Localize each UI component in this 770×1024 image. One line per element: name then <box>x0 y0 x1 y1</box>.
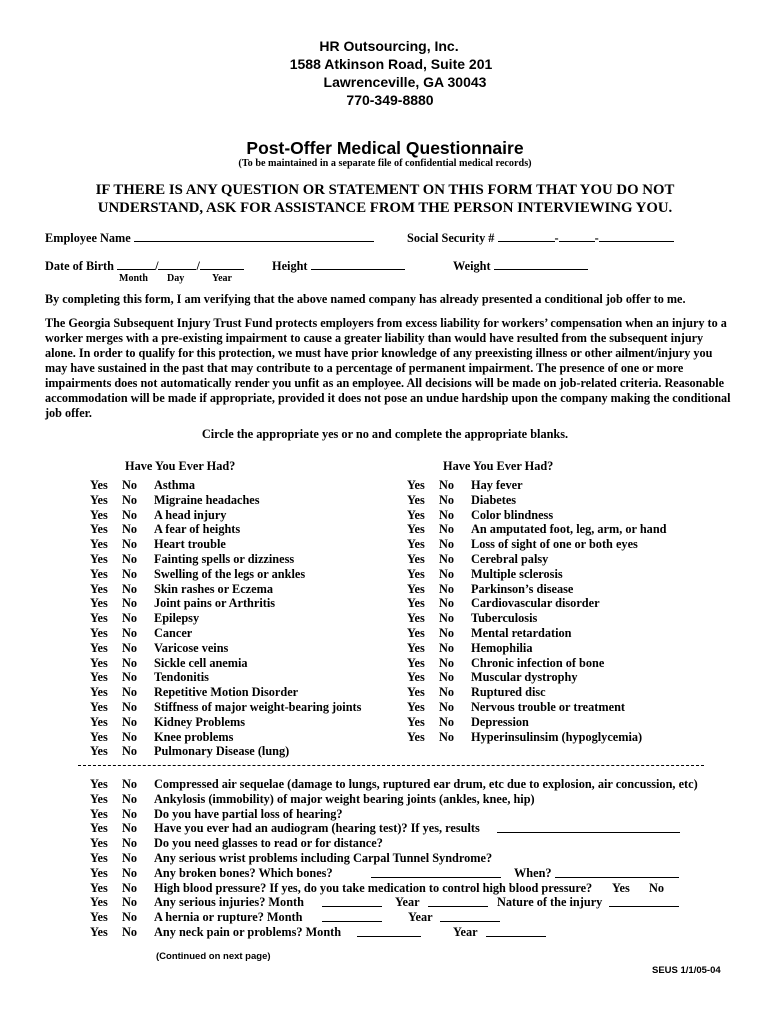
right-condition-label: Hemophilia <box>471 640 533 655</box>
serious-injuries-blank-0[interactable] <box>322 895 382 907</box>
left-column-header: Have You Ever Had? <box>125 459 236 473</box>
left-item-0-no-option[interactable]: No <box>122 478 138 492</box>
neck-pain-blank-1[interactable] <box>486 925 546 937</box>
weight-label: Weight <box>453 259 491 273</box>
serious-injuries-no-option[interactable]: No <box>122 895 138 910</box>
right-condition-label: Ruptured disc <box>471 685 546 700</box>
right-item-4-no-option[interactable]: No <box>439 537 455 552</box>
audiogram-yes-option[interactable]: Yes <box>90 821 108 836</box>
ankylosis-question: Ankylosis (immobility) of major weight bearing joints (ankles, knee, hip) <box>154 791 535 806</box>
right-item-6-yes-option[interactable]: Yes <box>407 566 425 581</box>
form-title: Post-Offer Medical Questionnaire <box>246 138 524 158</box>
right-item-14-no-option[interactable]: No <box>439 685 455 700</box>
high-blood-pressure-question: High blood pressure? If yes, do you take medication to control high blood pressure? <box>154 880 593 895</box>
left-item-7-no-option[interactable]: No <box>122 581 138 596</box>
right-item-12-yes-option[interactable]: Yes <box>407 655 425 670</box>
right-item-10-no-option[interactable]: No <box>439 626 455 640</box>
hernia-blank-1[interactable] <box>440 910 500 922</box>
weight-field[interactable] <box>494 258 588 270</box>
right-item-5-no-option[interactable]: No <box>439 552 455 566</box>
compressed-air-question: Compressed air sequelae (damage to lungs, ruptured ear drum, etc due to explosion, air concussion, etc) <box>154 777 698 791</box>
right-item-8-no-option[interactable]: No <box>439 596 455 611</box>
height-label: Height <box>272 259 308 273</box>
right-item-1-yes-option[interactable]: Yes <box>407 492 425 507</box>
left-condition-label: Joint pains or Arthritis <box>154 596 276 611</box>
form-subtitle: (To be maintained in a separate file of confidential medical records) <box>238 158 532 169</box>
left-item-13-no-option[interactable]: No <box>122 670 138 685</box>
hearing-loss-question: Do you have partial loss of hearing? <box>154 806 343 821</box>
right-item-9-yes-option[interactable]: Yes <box>407 611 425 626</box>
serious-injuries-text: Year <box>395 895 420 910</box>
left-item-8-no-option[interactable]: No <box>122 596 138 611</box>
dob-day-field[interactable] <box>158 258 196 270</box>
audiogram-blank-0[interactable] <box>497 821 680 833</box>
serious-injuries-text: Nature of the injury <box>497 895 603 910</box>
left-item-12-no-option[interactable]: No <box>122 655 138 670</box>
left-item-3-no-option[interactable]: No <box>122 522 138 537</box>
left-item-14-no-option[interactable]: No <box>122 685 138 700</box>
left-item-5-no-option[interactable]: No <box>122 552 138 566</box>
wrist-problems-question: Any serious wrist problems including Carpal Tunnel Syndrome? <box>154 851 493 865</box>
right-column-header: Have You Ever Had? <box>443 459 554 473</box>
right-item-10-yes-option[interactable]: Yes <box>407 626 425 640</box>
left-item-2-no-option[interactable]: No <box>122 507 138 522</box>
left-condition-label: A fear of heights <box>154 522 241 537</box>
company-address-2: Lawrenceville, GA 30043 <box>323 74 487 90</box>
left-condition-label: Heart trouble <box>154 537 226 552</box>
left-item-1-yes-option[interactable]: Yes <box>90 492 108 507</box>
right-item-16-yes-option[interactable]: Yes <box>407 714 425 729</box>
hearing-loss-yes-option[interactable]: Yes <box>90 806 108 821</box>
employee-name-field[interactable] <box>134 230 374 242</box>
ssn-field-part1[interactable] <box>498 230 555 242</box>
right-condition-label: An amputated foot, leg, arm, or hand <box>471 522 667 537</box>
right-item-17-yes-option[interactable]: Yes <box>407 729 425 744</box>
broken-bones-blank-0[interactable] <box>371 866 501 878</box>
right-condition-label: Color blindness <box>471 507 554 522</box>
left-item-1-no-option[interactable]: No <box>122 492 138 507</box>
right-item-1-no-option[interactable]: No <box>439 492 455 507</box>
right-condition-label: Cerebral palsy <box>471 552 549 566</box>
left-item-15-yes-option[interactable]: Yes <box>90 700 108 714</box>
dob-month-field[interactable] <box>117 258 155 270</box>
left-item-18-yes-option[interactable]: Yes <box>90 744 108 759</box>
left-item-6-no-option[interactable]: No <box>122 566 138 581</box>
left-item-8-yes-option[interactable]: Yes <box>90 596 108 611</box>
hernia-question: A hernia or rupture? Month <box>154 910 303 925</box>
right-item-8-yes-option[interactable]: Yes <box>407 596 425 611</box>
left-item-12-yes-option[interactable]: Yes <box>90 655 108 670</box>
left-item-14-yes-option[interactable]: Yes <box>90 685 108 700</box>
company-phone: 770-349-8880 <box>346 92 434 108</box>
right-condition-label: Depression <box>471 714 529 729</box>
audiogram-no-option[interactable]: No <box>122 821 138 836</box>
right-item-3-no-option[interactable]: No <box>439 522 455 537</box>
left-condition-label: Migraine headaches <box>154 492 260 507</box>
right-item-17-no-option[interactable]: No <box>439 729 455 744</box>
serious-injuries-yes-option[interactable]: Yes <box>90 895 108 910</box>
hernia-no-option[interactable]: No <box>122 910 138 925</box>
right-item-0-no-option[interactable]: No <box>439 478 455 492</box>
hearing-loss-no-option[interactable]: No <box>122 806 138 821</box>
broken-bones-question: Any broken bones? Which bones? <box>154 865 333 880</box>
left-item-5-yes-option[interactable]: Yes <box>90 552 108 566</box>
glasses-yes-option[interactable]: Yes <box>90 836 108 851</box>
left-item-16-no-option[interactable]: No <box>122 714 138 729</box>
left-condition-label: Epilepsy <box>154 611 200 626</box>
dob-year-caption: Year <box>212 273 232 284</box>
right-item-2-no-option[interactable]: No <box>439 507 455 522</box>
ankylosis-yes-option[interactable]: Yes <box>90 791 108 806</box>
form-code: SEUS 1/1/05-04 <box>652 965 721 976</box>
neck-pain-no-option[interactable]: No <box>122 925 138 939</box>
wrist-problems-no-option[interactable]: No <box>122 851 138 865</box>
glasses-question: Do you need glasses to read or for distance? <box>154 836 383 851</box>
left-item-4-yes-option[interactable]: Yes <box>90 537 108 552</box>
hernia-blank-0[interactable] <box>322 910 382 922</box>
left-condition-label: Repetitive Motion Disorder <box>154 685 299 700</box>
left-condition-label: Skin rashes or Eczema <box>154 581 273 596</box>
left-condition-label: Asthma <box>154 478 195 492</box>
right-item-0-yes-option[interactable]: Yes <box>407 478 425 492</box>
height-field[interactable] <box>311 258 405 270</box>
right-item-6-no-option[interactable]: No <box>439 566 455 581</box>
right-item-2-yes-option[interactable]: Yes <box>407 507 425 522</box>
ssn-field-part3[interactable] <box>599 230 674 242</box>
right-item-15-no-option[interactable]: No <box>439 700 455 714</box>
right-condition-label: Mental retardation <box>471 626 572 640</box>
company-name: HR Outsourcing, Inc. <box>319 38 459 54</box>
right-item-13-yes-option[interactable]: Yes <box>407 670 425 685</box>
broken-bones-blank-1[interactable] <box>555 866 679 878</box>
glasses-no-option[interactable]: No <box>122 836 138 851</box>
left-item-3-yes-option[interactable]: Yes <box>90 522 108 537</box>
employee-name-label: Employee Name <box>45 231 131 245</box>
continued-note: (Continued on next page) <box>156 951 271 962</box>
right-item-9-no-option[interactable]: No <box>439 611 455 626</box>
left-item-0-yes-option[interactable]: Yes <box>90 478 108 492</box>
right-condition-label: Chronic infection of bone <box>471 655 605 670</box>
left-item-6-yes-option[interactable]: Yes <box>90 566 108 581</box>
left-condition-label: Fainting spells or dizziness <box>154 552 295 566</box>
left-item-16-yes-option[interactable]: Yes <box>90 714 108 729</box>
right-item-14-yes-option[interactable]: Yes <box>407 685 425 700</box>
right-condition-label: Nervous trouble or treatment <box>471 700 626 714</box>
left-condition-label: Knee problems <box>154 729 234 744</box>
neck-pain-blank-0[interactable] <box>357 925 421 937</box>
broken-bones-text: When? <box>514 865 552 880</box>
right-condition-label: Hyperinsulinsim (hypoglycemia) <box>471 729 643 744</box>
ssn-label: Social Security # <box>407 231 495 245</box>
trust-fund-statement: The Georgia Subsequent Injury Trust Fund protects employers from excess liability for workers’ compensation when an injury to a worker merges with a pre-existing impairment to cause a greater liability than would have resulted from the subsequent injury alone. In order to qualify for this protection, we must have prior knowledge of any preexisting illness or other ailment/injury you may have sustained in the past that may contribute to a percentage of permanent impairment. The presence of one or more impairments does not automatically render you unfit as an employee. All decisions will be made on job-related criteria. Reasonable accommodation will be made if appropriate, provided it does not pose an undue hardship upon the company making the conditional job offer. <box>45 316 731 420</box>
left-item-17-no-option[interactable]: No <box>122 729 138 744</box>
neck-pain-question: Any neck pain or problems? Month <box>154 925 342 939</box>
right-condition-label: Multiple sclerosis <box>471 566 563 581</box>
left-item-17-yes-option[interactable]: Yes <box>90 729 108 744</box>
high-blood-pressure-text[interactable]: No <box>649 880 665 895</box>
right-condition-label: Tuberculosis <box>471 611 538 626</box>
ankylosis-no-option[interactable]: No <box>122 791 138 806</box>
left-item-10-no-option[interactable]: No <box>122 626 138 640</box>
right-item-16-no-option[interactable]: No <box>439 714 455 729</box>
right-condition-label: Parkinson’s disease <box>471 581 574 596</box>
right-item-7-yes-option[interactable]: Yes <box>407 581 425 596</box>
right-condition-label: Muscular dystrophy <box>471 670 578 685</box>
right-item-3-yes-option[interactable]: Yes <box>407 522 425 537</box>
ssn-field-part2[interactable] <box>559 230 595 242</box>
left-condition-label: Varicose veins <box>154 640 229 655</box>
left-item-9-yes-option[interactable]: Yes <box>90 611 108 626</box>
left-item-2-yes-option[interactable]: Yes <box>90 507 108 522</box>
right-item-15-yes-option[interactable]: Yes <box>407 700 425 714</box>
left-item-11-yes-option[interactable]: Yes <box>90 640 108 655</box>
right-item-7-no-option[interactable]: No <box>439 581 455 596</box>
left-item-11-no-option[interactable]: No <box>122 640 138 655</box>
left-condition-label: Sickle cell anemia <box>154 655 248 670</box>
left-condition-label: Pulmonary Disease (lung) <box>154 744 290 759</box>
dob-month-caption: Month <box>119 273 148 284</box>
compressed-air-yes-option[interactable]: Yes <box>90 777 108 791</box>
right-item-4-yes-option[interactable]: Yes <box>407 537 425 552</box>
warning-line-1: IF THERE IS ANY QUESTION OR STATEMENT ON THIS FORM THAT YOU DO NOT <box>95 182 675 198</box>
left-item-10-yes-option[interactable]: Yes <box>90 626 108 640</box>
high-blood-pressure-yes-option[interactable]: Yes <box>90 880 108 895</box>
right-condition-label: Cardiovascular disorder <box>471 596 600 611</box>
left-item-13-yes-option[interactable]: Yes <box>90 670 108 685</box>
section-divider <box>78 765 704 766</box>
right-condition-label: Hay fever <box>471 478 523 492</box>
left-condition-label: Cancer <box>154 626 193 640</box>
circle-instruction: Circle the appropriate yes or no and complete the appropriate blanks. <box>201 427 569 441</box>
left-item-4-no-option[interactable]: No <box>122 537 138 552</box>
audiogram-question: Have you ever had an audiogram (hearing test)? If yes, results <box>154 821 480 836</box>
left-item-9-no-option[interactable]: No <box>122 611 138 626</box>
dob-label: Date of Birth <box>45 259 114 273</box>
right-item-13-no-option[interactable]: No <box>439 670 455 685</box>
right-item-11-no-option[interactable]: No <box>439 640 455 655</box>
high-blood-pressure-text[interactable]: Yes <box>612 880 630 895</box>
left-item-18-no-option[interactable]: No <box>122 744 138 759</box>
broken-bones-yes-option[interactable]: Yes <box>90 865 108 880</box>
right-condition-label: Diabetes <box>471 492 517 507</box>
dob-year-field[interactable] <box>200 258 244 270</box>
serious-injuries-blank-2[interactable] <box>609 895 679 907</box>
left-condition-label: Tendonitis <box>154 670 209 685</box>
compressed-air-no-option[interactable]: No <box>122 777 138 791</box>
wrist-problems-yes-option[interactable]: Yes <box>90 851 108 865</box>
right-item-5-yes-option[interactable]: Yes <box>407 552 425 566</box>
left-item-7-yes-option[interactable]: Yes <box>90 581 108 596</box>
left-condition-label: Stiffness of major weight-bearing joints <box>154 700 362 714</box>
right-condition-label: Loss of sight of one or both eyes <box>471 537 638 552</box>
dob-day-caption: Day <box>167 273 185 284</box>
verification-statement: By completing this form, I am verifying that the above named company has already presented a conditional job offer to me. <box>45 292 686 306</box>
hernia-yes-option[interactable]: Yes <box>90 910 108 925</box>
left-condition-label: A head injury <box>154 507 227 522</box>
warning-line-2: UNDERSTAND, ASK FOR ASSISTANCE FROM THE PERSON INTERVIEWING YOU. <box>97 200 673 216</box>
right-item-11-yes-option[interactable]: Yes <box>407 640 425 655</box>
broken-bones-no-option[interactable]: No <box>122 865 138 880</box>
neck-pain-yes-option[interactable]: Yes <box>90 925 108 939</box>
right-item-12-no-option[interactable]: No <box>439 655 455 670</box>
left-condition-label: Kidney Problems <box>154 714 245 729</box>
serious-injuries-question: Any serious injuries? Month <box>154 895 304 910</box>
high-blood-pressure-no-option[interactable]: No <box>122 880 138 895</box>
serious-injuries-blank-1[interactable] <box>428 895 488 907</box>
company-address-1: 1588 Atkinson Road, Suite 201 <box>289 56 493 72</box>
neck-pain-text: Year <box>453 925 478 939</box>
left-condition-label: Swelling of the legs or ankles <box>154 566 306 581</box>
left-item-15-no-option[interactable]: No <box>122 700 138 714</box>
hernia-text: Year <box>408 910 433 925</box>
